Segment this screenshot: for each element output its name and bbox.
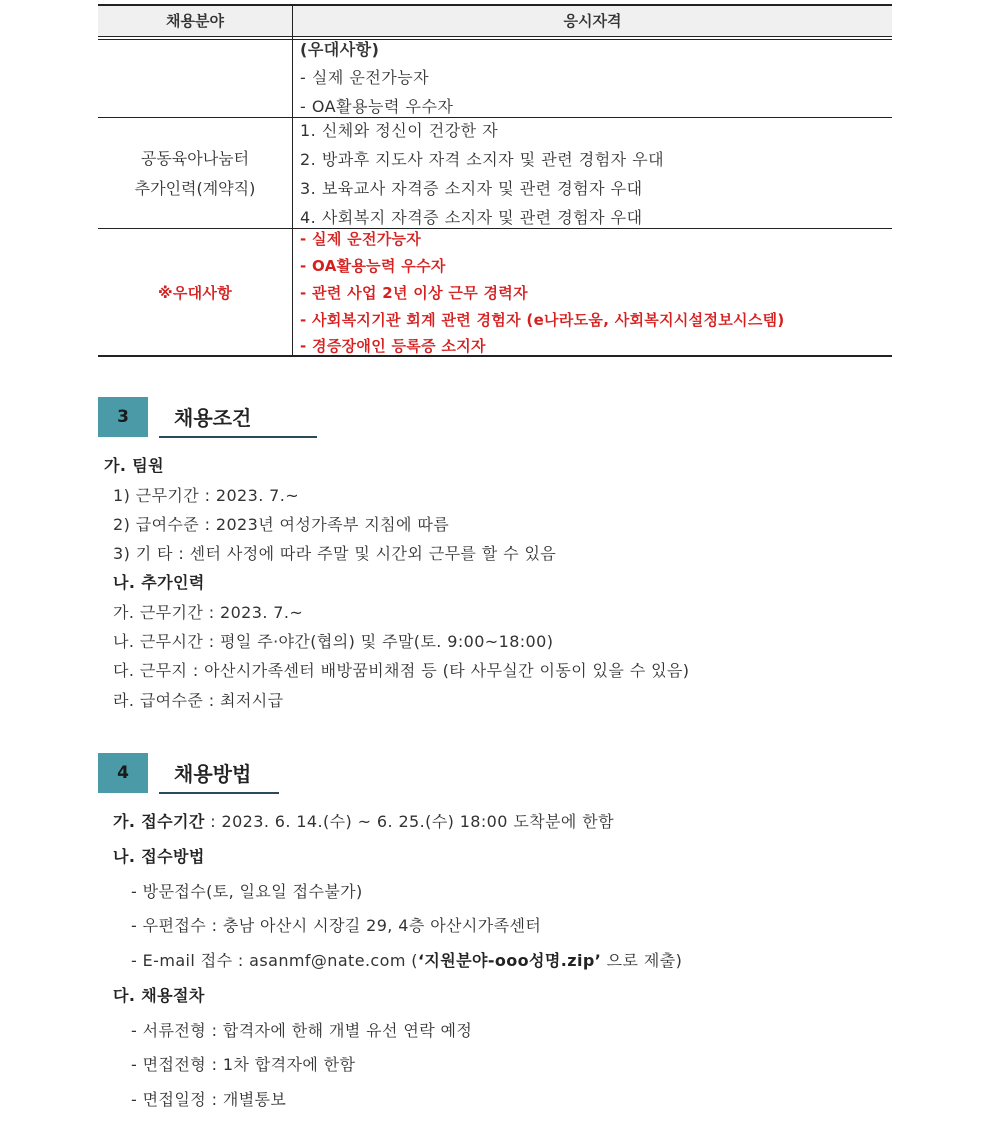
email-prefix: - E-mail 접수 : asanmf@nate.com ( (131, 951, 418, 970)
section3-item: 나. 근무시간 : 평일 주·야간(협의) 및 주말(토. 9:00~18:00) (113, 632, 554, 651)
table-bottom-border (98, 355, 892, 357)
row1-line: - OA활용능력 우수자 (300, 97, 454, 116)
email-filename-format: ‘지원분야-ooo성명.zip’ (417, 951, 602, 970)
section4-underline (159, 792, 279, 794)
header-field: 채용분야 (98, 6, 292, 36)
section4-item: - 서류전형 : 합격자에 한해 개별 유선 연락 예정 (131, 1021, 473, 1040)
row3-field: ※우대사항 (157, 284, 233, 302)
row3-line: - OA활용능력 우수자 (300, 257, 446, 275)
row3-line: - 관련 사업 2년 이상 근무 경력자 (300, 284, 528, 302)
section4-email-line (131, 948, 682, 971)
section3-underline (159, 436, 317, 438)
row2-line: 1. 신체와 정신이 건강한 자 (300, 121, 499, 140)
row2-line: 3. 보육교사 자격증 소지자 및 관련 경험자 우대 (300, 179, 643, 198)
row2-field-line2: 추가인력(계약직) (134, 179, 256, 198)
section4-item: - 면접일정 : 개별통보 (131, 1090, 287, 1109)
section3-item: 가. 근무기간 : 2023. 7.~ (113, 603, 304, 622)
header-divider-double (98, 39, 892, 40)
row2-line: 4. 사회복지 자격증 소지자 및 관련 경험자 우대 (300, 208, 643, 227)
row1-line: - 실제 운전가능자 (300, 68, 430, 87)
row-divider (98, 228, 892, 229)
qualification-table (98, 4, 892, 356)
email-suffix: 으로 제출) (601, 951, 683, 970)
section4-sub-heading: 가. 접수기간 (113, 812, 205, 831)
section3-number-badge: 3 (98, 397, 148, 437)
section3-item: 2) 급여수준 : 2023년 여성가족부 지침에 따름 (113, 515, 450, 534)
section4-receipt-period-text: : 2023. 6. 14.(수) ~ 6. 25.(수) 18:00 도착분에 한함 (204, 812, 614, 831)
section3-title: 채용조건 (174, 406, 252, 430)
section3-item: 3) 기 타 : 센터 사정에 따라 주말 및 시간외 근무를 할 수 있음 (113, 544, 557, 563)
section4-number-badge: 4 (98, 753, 148, 793)
row2-line: 2. 방과후 지도사 자격 소지자 및 관련 경험자 우대 (300, 150, 665, 169)
section4-item: - 우편접수 : 충남 아산시 시장길 29, 4층 아산시가족센터 (131, 916, 542, 935)
row2-field-line1: 공동육아나눔터 (140, 149, 250, 168)
section3-item: 1) 근무기간 : 2023. 7.~ (113, 486, 300, 505)
header-qualification: 응시자격 (293, 6, 892, 36)
section3-sub-heading: 가. 팀원 (104, 456, 165, 475)
row3-line: - 실제 운전가능자 (300, 230, 422, 248)
row1-line: (우대사항) (300, 40, 380, 59)
column-divider (292, 4, 293, 356)
section3-item: 다. 근무지 : 아산시가족센터 배방꿈비채점 등 (타 사무실간 이동이 있을 수 있음) (113, 661, 690, 680)
section4-sub-heading: 다. 채용절차 (113, 986, 205, 1005)
row3-line: - 경증장애인 등록증 소지자 (300, 337, 486, 355)
header-divider (98, 36, 892, 37)
section4-item: - 면접전형 : 1차 합격자에 한함 (131, 1055, 356, 1074)
section4-sub-heading: 나. 접수방법 (113, 847, 205, 866)
row3-line: - 사회복지기관 회계 관련 경험자 (e나라도움, 사회복지시설정보시스템) (300, 311, 785, 329)
section3-sub-heading: 나. 추가인력 (113, 573, 205, 592)
section4-item: - 방문접수(토, 일요일 접수불가) (131, 882, 363, 901)
section3-item: 라. 급여수준 : 최저시급 (113, 691, 284, 710)
section4-title: 채용방법 (174, 762, 252, 786)
section4-receipt-period (113, 809, 614, 832)
